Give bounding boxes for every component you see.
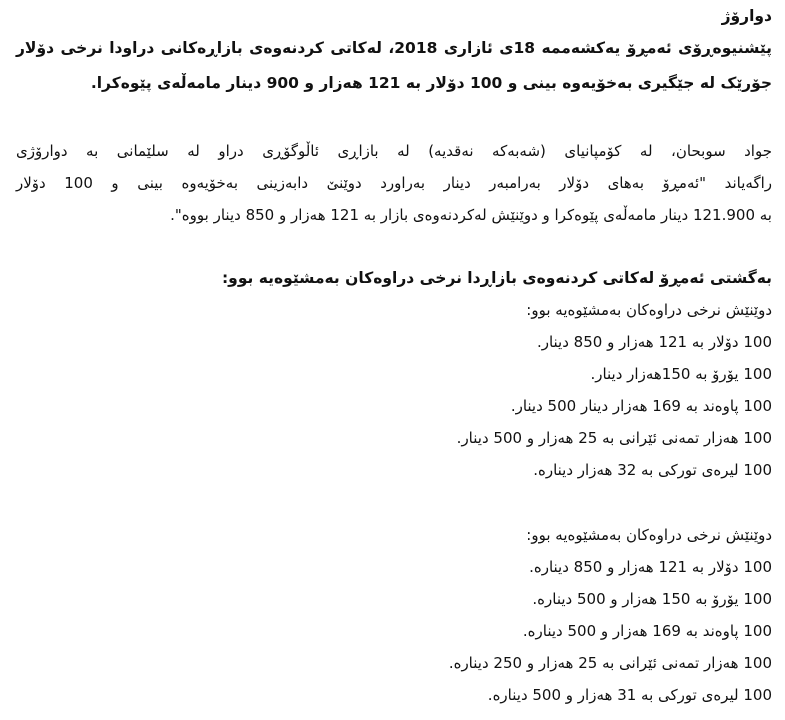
rate-eur-1: 100 یۆرۆ بە 150هەزار دینار. (590, 365, 772, 383)
kicker: دوارۆژ (721, 7, 772, 25)
group2-intro: دوێنێش نرخی دراوەکان بەمشێوەیە بوو: (526, 526, 772, 544)
rate-eur-2: 100 یۆرۆ بە 150 هەزار و 500 دینارە. (532, 590, 772, 608)
rate-try-1: 100 لیرەی تورکی بە 32 هەزار دینارە. (533, 461, 772, 479)
section-heading: بەگشتی ئەمڕۆ لەکاتی کردنەوەی بازاڕدا نرخی دراوەکان بەمشێوەیە بوو: (221, 269, 772, 287)
quote-line-3: بە 121.900 دینار مامەڵەی پێوەکرا و دوێنێش لەکردنەوەی بازار بە 121 هەزار و 850 دینار بووە". (170, 206, 772, 224)
group1-intro: دوێنێش نرخی دراوەکان بەمشێوەیە بوو: (526, 301, 772, 319)
lead-line-2: جۆرێک لە جێگیری بەخۆیەوە بینی و 100 دۆلار بە 121 هەزار و 900 دینار مامەڵەی پێوەکرا. (90, 74, 772, 92)
rate-irr-2: 100 هەزار تمەنی ئێرانی بە 25 هەزار و 250 دینارە. (448, 654, 772, 672)
rate-try-2: 100 لیرەی تورکی بە 31 هەزار و 500 دینارە. (487, 686, 772, 704)
rate-irr-1: 100 هەزار تمەنی ئێرانی بە 25 هەزار و 500 دینار. (456, 429, 772, 447)
rate-gbp-2: 100 پاوەند بە 169 هەزار و 500 دینارە. (522, 622, 772, 640)
quote-line-1: جواد سوبحان، لە کۆمپانیای (شەبەکە نەقدیە) لە بازاڕی ئاڵوگۆڕی دراو لە سلێمانی بە دوارۆژی (16, 142, 772, 160)
lead-line-1: پێشنیوەڕۆی ئەمڕۆ یەکشەممە 18ی ئازاری 2018، لەکاتی کردنەوەی بازاڕەکانی دراودا نرخی دۆلار (16, 39, 772, 57)
rate-usd-2: 100 دۆلار بە 121 هەزار و 850 دینارە. (529, 558, 772, 576)
rate-usd-1: 100 دۆلار بە 121 هەزار و 850 دینار. (536, 333, 772, 351)
rate-gbp-1: 100 پاوەند بە 169 هەزار دینار 500 دینار. (510, 397, 772, 415)
quote-line-2: راگەیاند "ئەمڕۆ بەهای دۆلار بەرامبەر دینار بەراورد دوێنێ دابەزینی بەخۆیەوە بینی و 100 دۆلار (16, 174, 772, 192)
